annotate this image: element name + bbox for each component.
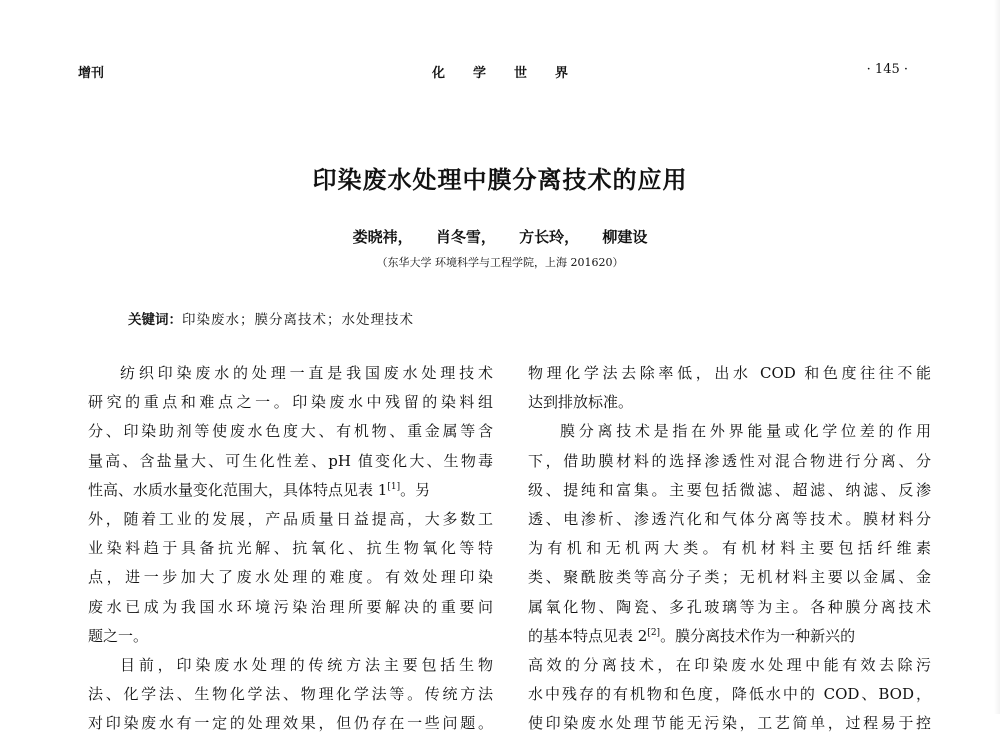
left-column (88, 359, 493, 738)
author-1: 娄晓祎， (352, 228, 413, 246)
paragraph-line-tail: 。膜分离技术作为一种新兴的 (660, 626, 856, 645)
paragraph-line-with-ref (528, 622, 931, 651)
paragraph-line-text: 的基本特点见表 2 (528, 626, 648, 645)
paragraph-line: 下，借助膜材料的选择渗透性对混合物进行分离、分 (528, 451, 931, 470)
paragraph-line: 为有机和无机两大类。有机材料主要包括纤维素 (528, 539, 931, 558)
keywords-label: 关键词： (128, 312, 182, 328)
paragraph-line: 外，随着工业的发展，产品质量日益提高，大多数工 (88, 509, 493, 528)
right-column (528, 359, 931, 738)
author-4: 柳建设 (602, 228, 648, 246)
paragraph-line: 对印染废水有一定的处理效果，但仍存在一些问题。 (88, 714, 493, 733)
paragraph-line: 物理化学法去除率低，出水 COD 和色度往往不能 (528, 364, 931, 382)
author-3: 方长玲， (519, 228, 580, 246)
paragraph-line-text: 性高、水质水量变化范围大，具体特点见表 1 (88, 480, 388, 499)
affiliation: （东华大学 环境科学与工程学院，上海 201620） (376, 256, 624, 269)
paragraph-line: 使印染废水处理节能无污染，工艺简单，过程易于控 (528, 714, 931, 733)
header-page-number: · 145 · (866, 62, 908, 77)
keywords (128, 308, 414, 328)
article-title: 印染废水处理中膜分离技术的应用 (312, 166, 688, 194)
paragraph-line: 级、提纯和富集。主要包括微滤、超滤、纳滤、反渗 (528, 480, 931, 499)
paragraph-line: 研究的重点和难点之一。印染废水中残留的染料组 (88, 393, 493, 412)
running-header (0, 62, 1000, 82)
paragraph-line: 纺织印染废水的处理一直是我国废水处理技术 (120, 364, 493, 382)
paragraph-line-tail: 。另 (400, 480, 431, 499)
paragraph-line: 量高、含盐量大、可生化性差、pH 值变化大、生物毒 (88, 451, 493, 470)
author-list (0, 226, 1000, 247)
header-journal-name: 化学世界 (431, 66, 596, 81)
paragraph-line: 废水已成为我国水环境污染治理所要解决的重要问 (88, 597, 493, 616)
paragraph-line: 高效的分离技术，在印染废水处理中能有效去除污 (528, 655, 931, 674)
paragraph-line: 目前，印染废水处理的传统方法主要包括生物 (120, 655, 493, 674)
paragraph-line-with-ref (88, 476, 493, 505)
header-issue-label: 增刊 (78, 66, 105, 81)
paragraph-line: 分、印染助剂等使废水色度大、有机物、重金属等含 (88, 422, 493, 441)
paragraph-line: 属氧化物、陶瓷、多孔玻璃等为主。各种膜分离技术 (528, 597, 931, 616)
paragraph-line: 达到排放标准。 (528, 393, 634, 412)
citation-ref: [1] (387, 481, 401, 492)
paragraph-line: 类、聚酰胺类等高分子类；无机材料主要以金属、金 (528, 568, 931, 587)
paragraph-line: 法、化学法、生物化学法、物理化学法等。传统方法 (88, 685, 493, 704)
paragraph-line: 业染料趋于具备抗光解、抗氧化、抗生物氧化等特 (88, 539, 493, 558)
paragraph-line: 水中残存的有机物和色度，降低水中的 COD、BOD， (528, 685, 931, 704)
author-2: 肖冬雪， (435, 228, 496, 246)
paragraph-line: 点，进一步加大了废水处理的难度。有效处理印染 (88, 568, 493, 587)
keywords-text: 印染废水；膜分离技术；水处理技术 (182, 312, 414, 328)
paragraph-line: 题之一。 (88, 626, 149, 645)
paragraph-line: 透、电渗析、渗透汽化和气体分离等技术。膜材料分 (528, 509, 931, 528)
paragraph-line: 膜分离技术是指在外界能量或化学位差的作用 (560, 422, 931, 441)
page-edge (994, 0, 1000, 714)
citation-ref: [2] (647, 627, 661, 638)
